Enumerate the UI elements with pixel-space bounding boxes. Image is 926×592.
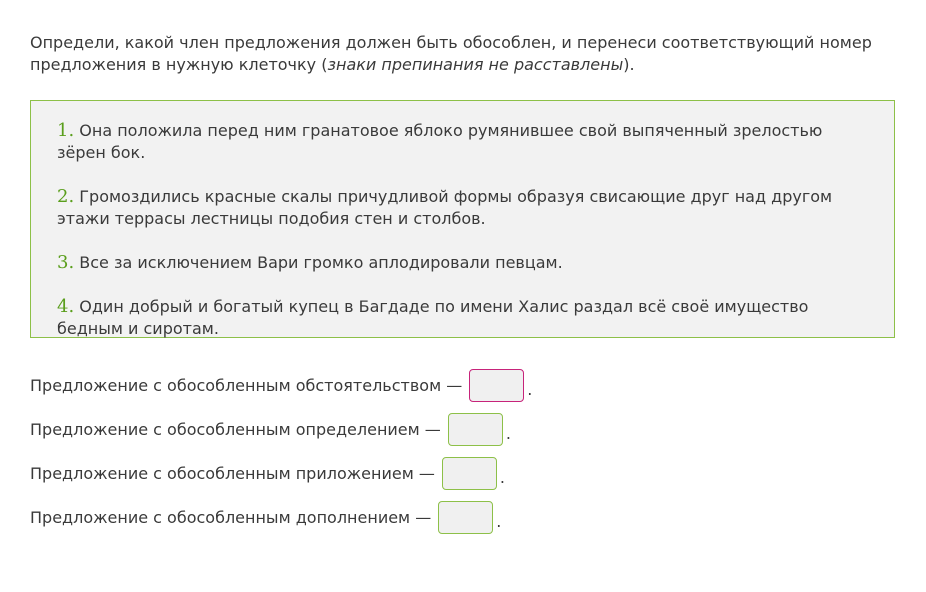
sentence-4[interactable] xyxy=(57,296,868,340)
sentence-text: Один добрый и богатый купец в Багдаде по имени Халис раздал всё своё имущество бедным и сиротам. xyxy=(57,297,809,338)
answer-period: . xyxy=(499,467,505,487)
answer-period: . xyxy=(496,511,502,531)
sentence-number: 1. xyxy=(57,120,75,141)
task-instruction xyxy=(30,32,900,76)
answer-row-apposition xyxy=(30,456,505,490)
sentence-3[interactable] xyxy=(57,252,868,274)
answer-label: Предложение с обособленным обстоятельством — xyxy=(30,375,463,395)
answer-period: . xyxy=(527,379,533,399)
answer-drop-box[interactable] xyxy=(438,501,493,534)
answer-drop-box[interactable] xyxy=(442,457,497,490)
answer-drop-box[interactable] xyxy=(448,413,503,446)
sentence-text: Громоздились красные скалы причудливой формы образуя свисающие друг над другом этажи террасы лестницы подобия стен и столбов. xyxy=(57,187,833,228)
instruction-close: ). xyxy=(623,55,635,74)
instruction-note: знаки препинания не расставлены xyxy=(327,55,624,74)
sentence-1[interactable] xyxy=(57,120,868,164)
sentence-text: Все за исключением Вари громко аплодировали певцам. xyxy=(74,253,563,272)
sentence-number: 2. xyxy=(57,186,75,207)
answer-row-object xyxy=(30,500,501,534)
answer-row-circumstance xyxy=(30,368,532,402)
sentence-number: 3. xyxy=(57,252,75,273)
answer-label: Предложение с обособленным приложением — xyxy=(30,463,435,483)
answer-label: Предложение с обособленным дополнением — xyxy=(30,507,432,527)
sentence-2[interactable] xyxy=(57,186,868,230)
sentences-panel xyxy=(30,100,895,338)
answer-drop-box[interactable] xyxy=(469,369,524,402)
sentence-text: Она положила перед ним гранатовое яблоко румянившее свой выпяченный зрелостью зёрен бок. xyxy=(57,121,823,162)
answer-period: . xyxy=(505,423,511,443)
instruction-text: Определи, какой член предложения должен быть обособлен, и перенеси соответствующий номер предложения в нужную клеточку ( xyxy=(30,33,872,74)
sentence-number: 4. xyxy=(57,296,75,317)
answer-row-attribute xyxy=(30,412,511,446)
answer-label: Предложение с обособленным определением — xyxy=(30,419,441,439)
